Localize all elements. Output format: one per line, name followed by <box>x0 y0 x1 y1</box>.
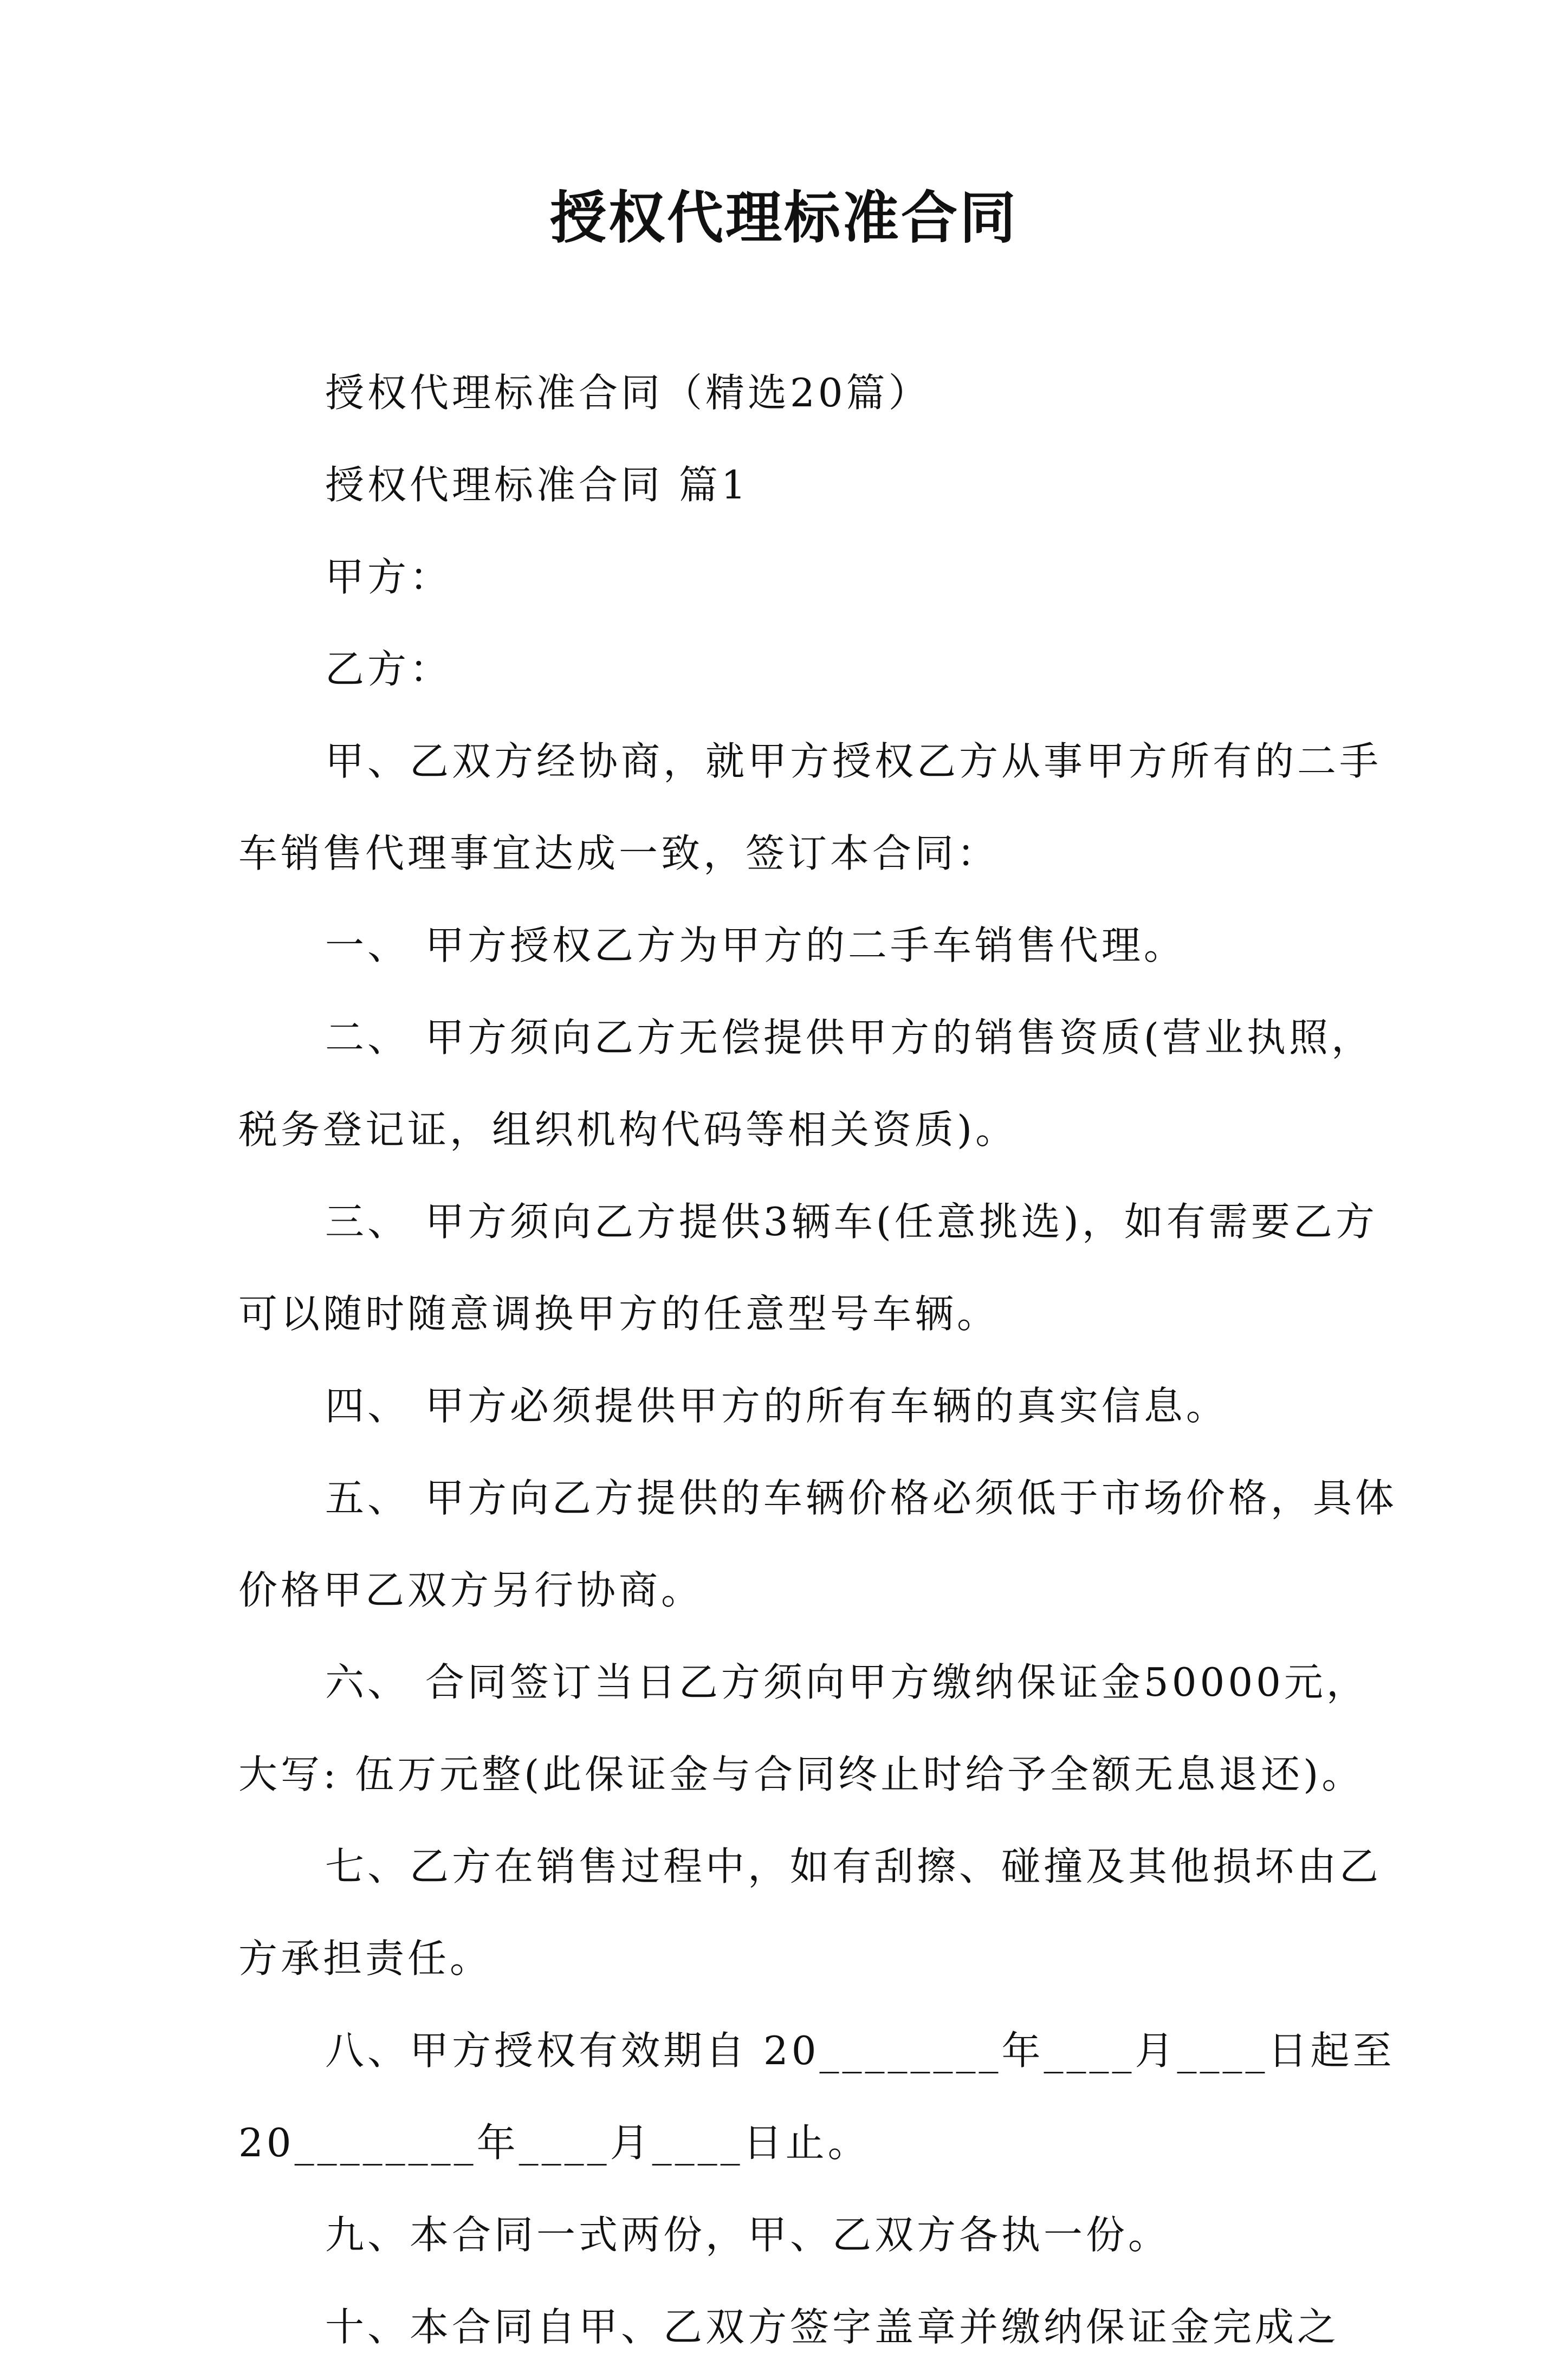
paragraph-section-heading: 授权代理标准合同 篇1 <box>325 462 749 508</box>
paragraph-preamble: 甲、乙双方经协商，就甲方授权乙方从事甲方所有的二手车销售代理事宜达成一致，签订本合同： <box>238 738 1382 876</box>
clause-3: 三、 甲方须向乙方提供3辆车(任意挑选)，如有需要乙方可以随时随意调换甲方的任意型号车辆。 <box>238 1199 1378 1337</box>
clause-10: 十、本合同自甲、乙双方签字盖章并缴纳保证金完成之 <box>325 2304 1340 2350</box>
clause-1: 一、 甲方授权乙方为甲方的二手车销售代理。 <box>325 923 1186 968</box>
paragraph-party-a: 甲方： <box>325 554 452 600</box>
paragraph-party-b: 乙方： <box>325 646 452 692</box>
document-body <box>238 347 1411 2373</box>
clause-6: 六、 合同签订当日乙方须向甲方缴纳保证金50000元，大写: 伍万元整(此保证金与合同终止时给予全额无息退还)。 <box>238 1659 1369 1797</box>
clause-2: 二、 甲方须向乙方无偿提供甲方的销售资质(营业执照，税务登记证，组织机构代码等相关资质)。 <box>238 1015 1373 1152</box>
clause-7: 七、乙方在销售过程中，如有刮擦、碰撞及其他损坏由乙方承担责任。 <box>238 1844 1382 1981</box>
paragraph-subtitle: 授权代理标准合同（精选20篇） <box>325 370 931 416</box>
clause-8: 八、甲方授权有效期自 20________年____月____日起至 20________年____月____日止。 <box>238 2028 1411 2165</box>
clause-9: 九、本合同一式两份，甲、乙双方各执一份。 <box>325 2212 1171 2258</box>
document-title: 授权代理标准合同 <box>549 185 1018 251</box>
clause-5: 五、 甲方向乙方提供的车辆价格必须低于市场价格，具体价格甲乙双方另行协商。 <box>238 1475 1397 1613</box>
clause-4: 四、 甲方必须提供甲方的所有车辆的真实信息。 <box>325 1383 1228 1429</box>
